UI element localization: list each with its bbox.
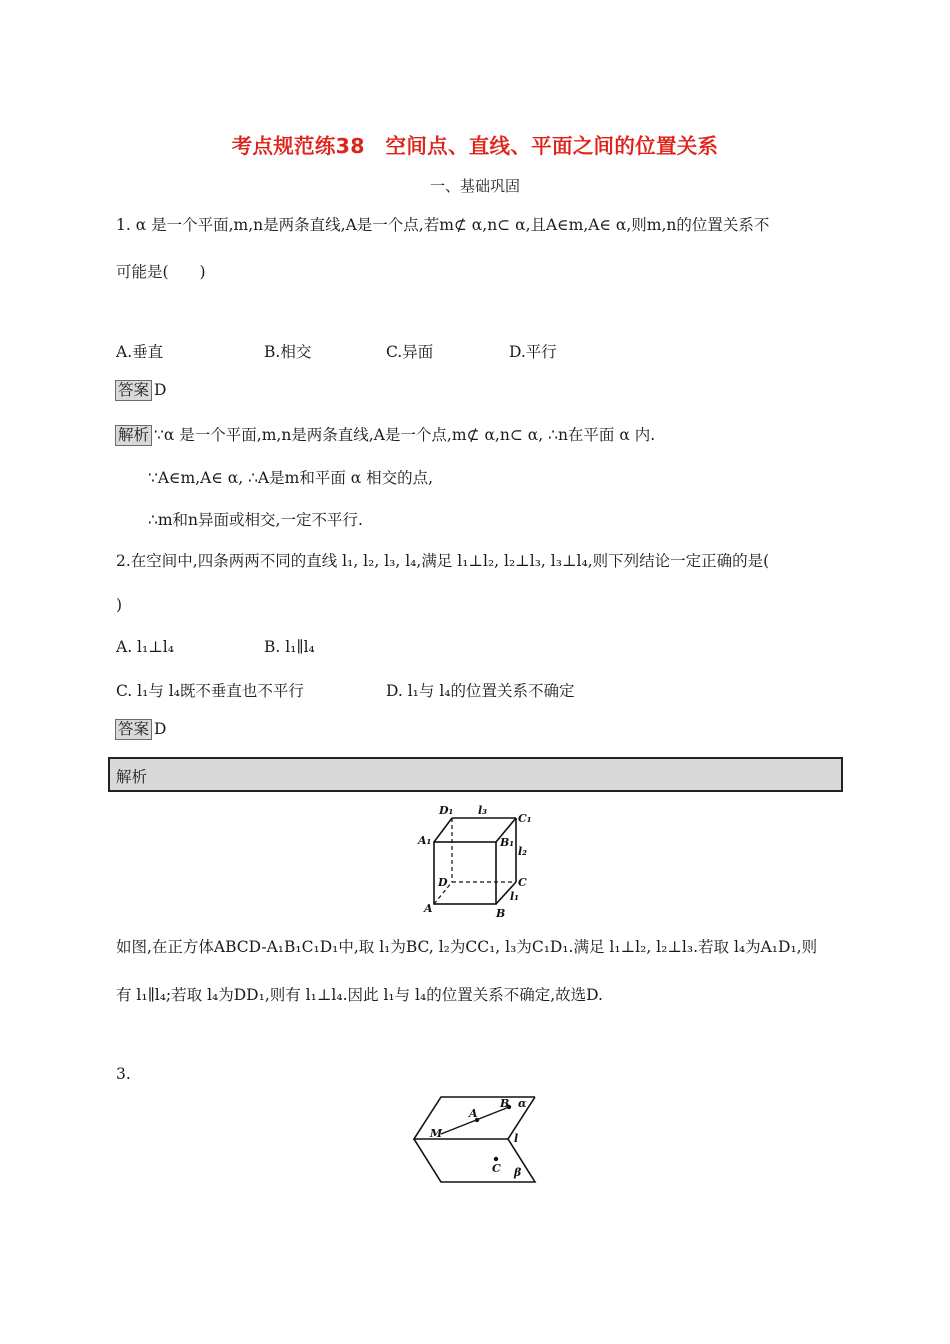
q2-option-b: B. l₁∥l₄ <box>264 638 315 656</box>
label-a: A <box>469 1107 478 1120</box>
answer-tag: 答案 <box>115 719 152 740</box>
label-l1: l₁ <box>510 890 519 903</box>
q2-analysis-label: 解析 <box>116 768 148 786</box>
cube-figure <box>410 800 550 920</box>
label-d1: D₁ <box>439 804 454 817</box>
q1-option-a: A.垂直 <box>116 343 164 361</box>
label-alpha: α <box>518 1097 527 1110</box>
q1-stem-line2: 可能是( ) <box>116 263 206 281</box>
q2-analysis-box <box>108 757 843 792</box>
label-b: B <box>500 1097 510 1110</box>
q2-stem-line1: 2.在空间中,四条两两不同的直线 l₁, l₂, l₃, l₄,满足 l₁⊥l₂, l₂⊥l₃, l₃⊥l₄,则下列结论一定正确的是( <box>116 552 770 570</box>
label-l2: l₂ <box>518 845 527 858</box>
q1-option-b: B.相交 <box>264 343 312 361</box>
q2-answer-value: D <box>154 720 167 738</box>
q1-analysis-line1 <box>115 423 655 446</box>
dihedral-figure <box>408 1090 548 1190</box>
q2-answer <box>115 719 166 740</box>
q1-analysis-text1: ∵α 是一个平面,m,n是两条直线,A是一个点,m⊄ α,n⊂ α, ∴n在平面 α 内. <box>154 426 656 444</box>
label-b: B <box>496 907 506 920</box>
q2-option-c: C. l₁与 l₄既不垂直也不平行 <box>116 682 304 700</box>
label-beta: β <box>514 1166 522 1179</box>
label-l3: l₃ <box>478 804 487 817</box>
label-m: M <box>430 1127 443 1140</box>
label-a: A <box>424 902 433 915</box>
q1-answer <box>115 380 166 401</box>
q2-stem-line2: ) <box>116 596 123 614</box>
q1-option-c: C.异面 <box>386 343 434 361</box>
q3-number: 3. <box>116 1065 131 1083</box>
section-heading: 一、基础巩固 <box>429 177 520 195</box>
label-l: l <box>514 1132 519 1145</box>
q1-option-d: D.平行 <box>509 343 557 361</box>
q2-option-a: A. l₁⊥l₄ <box>116 638 174 656</box>
analysis-tag: 解析 <box>115 425 152 446</box>
label-d: D <box>438 876 448 889</box>
answer-tag: 答案 <box>115 380 152 401</box>
q2-option-d: D. l₁与 l₄的位置关系不确定 <box>386 682 575 700</box>
q1-analysis-line2: ∵A∈m,A∈ α, ∴A是m和平面 α 相交的点, <box>148 469 434 487</box>
q1-analysis-line3: ∴m和n异面或相交,一定不平行. <box>148 511 363 529</box>
q1-stem-line1: 1. α 是一个平面,m,n是两条直线,A是一个点,若m⊄ α,n⊂ α,且A∈m,A∈ α,则m,n的位置关系不 <box>116 216 770 234</box>
page-title: 考点规范练38 空间点、直线、平面之间的位置关系 <box>231 134 719 158</box>
label-a1: A₁ <box>418 834 432 847</box>
q1-answer-value: D <box>154 381 167 399</box>
label-c1: C₁ <box>518 812 532 825</box>
label-c: C <box>492 1162 501 1175</box>
cube-front-face <box>434 842 496 904</box>
label-b1: B₁ <box>500 836 515 849</box>
label-c: C <box>518 876 527 889</box>
q2-explain-line2: 有 l₁∥l₄;若取 l₄为DD₁,则有 l₁⊥l₄.因此 l₁与 l₄的位置关系不确定,故选D. <box>116 986 603 1004</box>
q2-explain-line1: 如图,在正方体ABCD-A₁B₁C₁D₁中,取 l₁为BC, l₂为CC₁, l₃为C₁D₁.满足 l₁⊥l₂, l₂⊥l₃.若取 l₄为A₁D₁,则 <box>116 938 818 956</box>
point-c <box>494 1157 498 1161</box>
